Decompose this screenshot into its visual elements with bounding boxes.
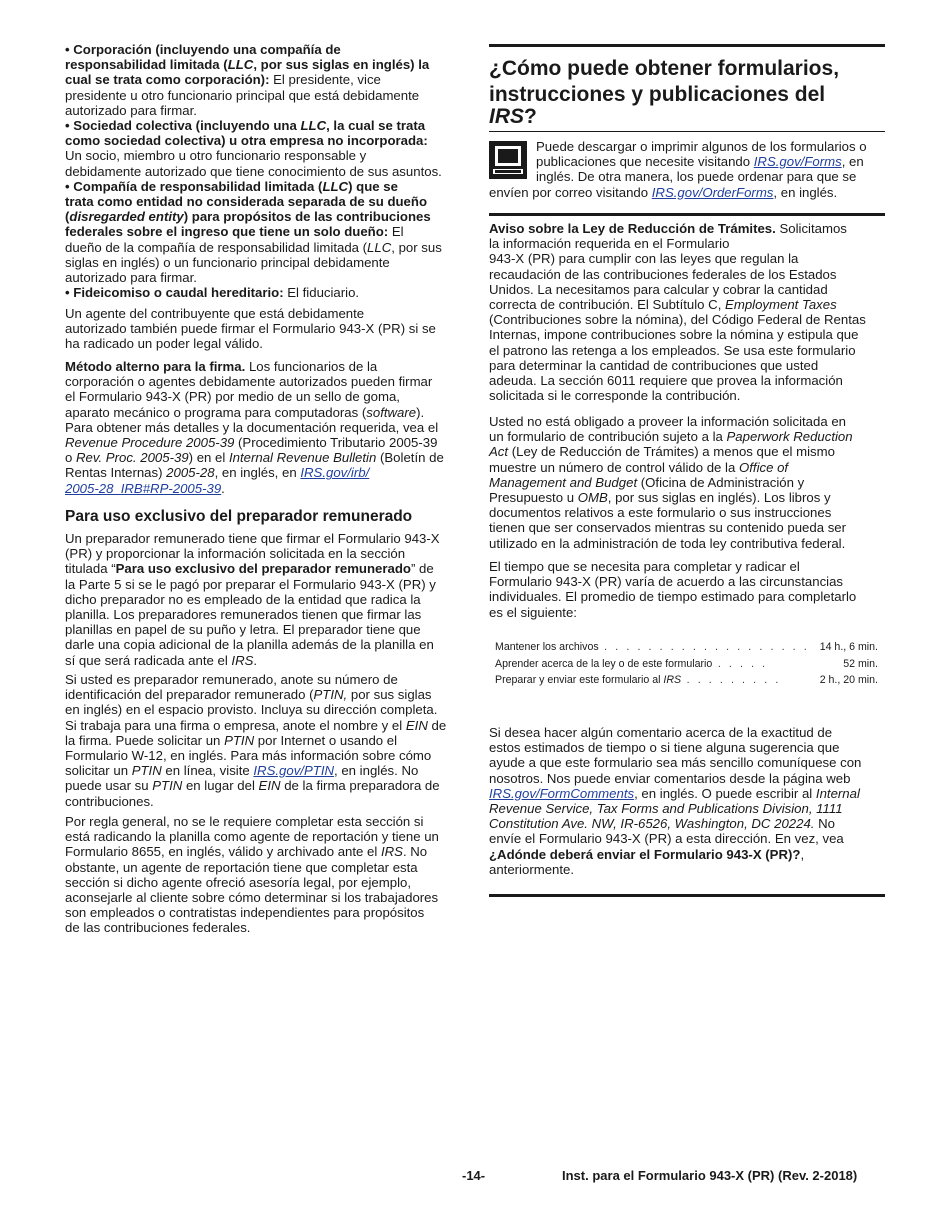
- text-run: como sociedad colectiva) u otra empresa no incorporada:: [65, 133, 428, 149]
- aviso-top-rule: [489, 213, 885, 216]
- text-run: inglés. De otra manera, los puede ordenar para que se: [536, 169, 857, 185]
- section-title-line-3: [489, 104, 537, 130]
- text-run: planilla. Los preparadores remunerados tienen que firmar las: [65, 607, 422, 622]
- text-line: [65, 814, 423, 829]
- text-line: [489, 771, 850, 786]
- text-line: [489, 358, 818, 373]
- text-run: envíen por correo visitando: [489, 184, 652, 200]
- text-run: Usted no está obligado a proveer la información solicitada en: [489, 414, 847, 429]
- text-line: [536, 139, 867, 154]
- text-line: [65, 435, 437, 450]
- text-run: El tiempo que se necesita para completar y radicar el: [489, 559, 800, 574]
- text-line: [489, 801, 843, 816]
- text-run: puede usar su: [65, 778, 153, 794]
- hyperlink[interactable]: IRS.gov/PTIN: [253, 763, 335, 779]
- text-line: [489, 755, 861, 770]
- text-run: trata como entidad no considerada separada de su dueño: [65, 194, 428, 209]
- text-line: [65, 763, 418, 778]
- text-run: son empleados o contratistas independientes para propósitos: [65, 905, 425, 921]
- text-run: de: [427, 717, 447, 733]
- text-line: [489, 221, 847, 236]
- text-line: [489, 327, 858, 342]
- text-line: [489, 475, 804, 490]
- text-line: [489, 786, 860, 801]
- text-run: EIN: [405, 717, 428, 733]
- text-line: [65, 481, 225, 496]
- text-run: autorizado para firmar.: [65, 270, 197, 285]
- text-line: [489, 490, 831, 505]
- text-line: [489, 520, 846, 535]
- text-run: • Sociedad colectiva (incluyendo una: [65, 118, 301, 133]
- text-line: [65, 255, 390, 270]
- text-run: debidamente autorizado que tiene conocimiento de sus asuntos.: [65, 163, 442, 179]
- section-top-rule: [489, 44, 885, 47]
- text-run: ) para propósitos de las contribuciones: [183, 209, 431, 225]
- text-line: [65, 531, 440, 546]
- text-line: [65, 72, 381, 87]
- time-table-label-text: Aprender acerca de la ley o de este formulario: [495, 657, 713, 670]
- text-run: publicaciones que necesite visitando: [536, 154, 754, 170]
- text-line: [65, 450, 444, 465]
- text-line: [65, 240, 442, 255]
- text-run: estos estimados de tiempo o si tiene alguna sugerencia que: [489, 740, 840, 756]
- text-run: correcta de contribución. El Subtítulo C,: [489, 297, 726, 312]
- text-line: [65, 733, 397, 748]
- text-line: [489, 429, 853, 444]
- text-line: [65, 389, 400, 404]
- text-run: Revenue Service, Tax Forms and Publications Division, 1111: [489, 801, 843, 816]
- text-line: [65, 321, 436, 336]
- text-run: (: [65, 209, 70, 225]
- text-run: Revenue Procedure 2005-39: [65, 435, 235, 450]
- text-run: planillas en papel de su puño y letra. El preparador tiene que: [65, 622, 421, 638]
- text-line: [65, 164, 442, 179]
- leader-dots: . . . . . . . . . . . . . . . . . . .: [598, 641, 810, 653]
- text-run: en línea, visite: [161, 763, 254, 779]
- text-line: [65, 133, 428, 148]
- text-run: aconsejarle al cliente sobre cómo determinar si los trabajadores: [65, 890, 439, 905]
- text-run: el Formulario 943-X (PR) por medio de un sello de goma,: [65, 389, 400, 405]
- text-line: [536, 154, 864, 169]
- text-line: [65, 359, 377, 374]
- text-run: ¿Adónde deberá enviar el Formulario 943-X (PR)?: [489, 846, 801, 862]
- text-line: [489, 373, 843, 388]
- text-line: [489, 847, 804, 862]
- text-run: de las contribuciones federales.: [65, 920, 251, 936]
- text-line: [65, 905, 424, 920]
- text-run: Office of: [738, 459, 789, 475]
- time-estimate-table: [495, 641, 878, 691]
- hyperlink[interactable]: IRS.gov/irb/: [300, 465, 370, 481]
- text-run: por Internet o usando el: [254, 732, 398, 748]
- text-run: LLC: [322, 178, 349, 194]
- text-line: [65, 285, 359, 300]
- time-table-value: 14 h., 6 min.: [819, 641, 878, 653]
- text-run: ayude a que este formulario sea más sencillo comuníquese con: [489, 755, 862, 771]
- text-run: , la cual se trata: [326, 118, 426, 133]
- text-line: [65, 875, 411, 890]
- text-line: [489, 388, 740, 403]
- text-line: [489, 725, 832, 740]
- text-line: [65, 748, 431, 763]
- title-underline: [489, 131, 885, 132]
- text-line: [65, 336, 263, 351]
- text-line: [65, 561, 434, 576]
- page-number: -14-: [462, 1168, 486, 1183]
- text-run: en lugar del: [182, 778, 259, 794]
- text-run: ) en el: [188, 450, 229, 466]
- text-line: [489, 267, 837, 282]
- text-line: [65, 88, 419, 103]
- text-run: .: [221, 480, 225, 496]
- text-line: [65, 148, 366, 163]
- text-run: para determinar la cantidad de contribuciones que usted: [489, 357, 819, 373]
- text-line: [489, 297, 837, 312]
- text-line: [489, 740, 839, 755]
- text-line: [65, 687, 432, 702]
- text-run: EIN: [258, 778, 281, 794]
- text-line: [65, 829, 439, 844]
- text-run: Internal Revenue Bulletin: [228, 450, 377, 466]
- text-run: LLC: [367, 239, 392, 255]
- text-run: No: [814, 816, 835, 832]
- text-run: recaudación de las contribuciones federales de los Estados: [489, 266, 837, 282]
- text-run: dicho preparador no es empleado de la entidad que radica la: [65, 591, 421, 607]
- text-run: Paperwork Reduction: [726, 429, 853, 445]
- text-line: [65, 794, 154, 809]
- text-run: de la firma preparadora de: [280, 778, 440, 794]
- text-run: presidente u otro funcionario principal que está debidamente: [65, 87, 420, 103]
- time-table-value: 2 h., 20 min.: [819, 674, 878, 686]
- text-line: [65, 890, 438, 905]
- text-line: [65, 405, 424, 420]
- text-run: Formulario W-12, en inglés. Para más información sobre cómo: [65, 748, 432, 763]
- text-line: [489, 312, 866, 327]
- text-line: [65, 374, 432, 389]
- text-line: [65, 637, 434, 652]
- text-line: [489, 282, 828, 297]
- text-run: Por regla general, no se le requiere completar esta sección si: [65, 814, 424, 829]
- text-run: ) que se: [348, 178, 398, 194]
- text-line: [65, 592, 421, 607]
- text-line: [65, 118, 425, 133]
- text-line: [489, 444, 835, 459]
- text-run: Internal: [815, 785, 860, 801]
- text-run: ,: [800, 846, 805, 862]
- text-run: envíe el Formulario 943-X (PR) a esta dirección. En vez, vea: [489, 831, 844, 847]
- text-run: autorizado para firmar.: [65, 102, 197, 118]
- text-run: , en inglés. O puede escribir al: [634, 785, 816, 801]
- hyperlink[interactable]: IRS.gov/OrderForms: [651, 184, 774, 200]
- text-run: por sus siglas: [347, 687, 432, 703]
- text-run: software: [366, 404, 417, 420]
- text-line: [65, 209, 431, 224]
- text-run: Internas, impone contribuciones sobre la nómina y estipula que: [489, 327, 859, 343]
- hyperlink[interactable]: IRS.gov/FormComments: [489, 785, 635, 801]
- text-run: siglas en inglés) o un funcionario principal debidamente: [65, 254, 390, 270]
- text-run: cual se trata como corporación):: [65, 72, 270, 88]
- text-run: disregarded entity: [69, 209, 184, 225]
- text-line: [489, 559, 800, 574]
- text-run: Si desea hacer algún comentario acerca de la exactitud de: [489, 725, 833, 740]
- text-run: autorizado también puede firmar el Formulario 943-X (PR) si se: [65, 321, 436, 337]
- time-table-label-text: Mantener los archivos: [495, 641, 599, 653]
- computer-icon: [489, 141, 527, 179]
- hyperlink[interactable]: IRS.gov/Forms: [753, 154, 842, 170]
- text-run: Un preparador remunerado tiene que firmar el Formulario 943-X: [65, 531, 440, 546]
- text-line: [489, 589, 856, 604]
- text-run: PTIN,: [313, 687, 348, 703]
- text-run: (Oficina de Administración y: [637, 474, 805, 490]
- preparer-heading: Para uso exclusivo del preparador remunerado: [65, 508, 413, 525]
- text-run: , por sus siglas en inglés). Los libros y: [607, 490, 831, 505]
- text-line: [489, 862, 574, 877]
- text-line: [65, 420, 438, 435]
- text-line: [65, 622, 421, 637]
- text-run: Para uso exclusivo del preparador remunerado: [115, 561, 411, 577]
- time-table-label-text: Preparar y enviar este formulario al: [495, 674, 664, 686]
- text-run: Presupuesto u: [489, 490, 578, 505]
- time-table-label: [495, 641, 809, 653]
- text-run: OMB: [577, 490, 608, 505]
- text-run: contribuciones.: [65, 793, 154, 809]
- title-question-mark: ?: [524, 105, 537, 128]
- text-run: • Compañía de responsabilidad limitada (: [65, 178, 323, 194]
- text-run: utilizado en la administración de toda ley contributiva federal.: [489, 535, 846, 551]
- text-run: (PR) y proporcionar la información solicitada en la sección: [65, 546, 406, 562]
- text-run: Constitution Ave. NW, IR-6526, Washington, DC 20224.: [489, 816, 815, 832]
- text-line: [489, 605, 577, 620]
- text-run: sección si dicho agente ofreció asesoría legal, por ejemplo,: [65, 874, 412, 890]
- text-line: [489, 236, 729, 251]
- time-table-value: 52 min.: [843, 657, 878, 670]
- text-line: [489, 251, 798, 266]
- text-run: , en: [841, 154, 864, 170]
- text-run: adeuda. La sección 6011 requiere que provea la información: [489, 373, 843, 388]
- time-table-row: [495, 641, 878, 658]
- text-line: [65, 179, 398, 194]
- text-line: [489, 460, 788, 475]
- text-run: 2005-28: [166, 465, 215, 481]
- text-line: [489, 343, 856, 358]
- text-run: Puede descargar o imprimir algunos de los formularios o: [536, 139, 867, 154]
- text-run: dueño de la compañía de responsabilidad limitada (: [65, 239, 368, 255]
- text-run: IRS: [380, 844, 403, 860]
- text-line: [489, 505, 831, 520]
- time-table-label-italic: IRS: [663, 674, 682, 686]
- text-run: , en inglés, en: [214, 465, 301, 481]
- text-run: es el siguiente:: [489, 604, 577, 620]
- text-line: [65, 577, 436, 592]
- text-line: [65, 57, 429, 72]
- text-line: [65, 42, 341, 57]
- text-run: Formulario 943-X (PR) varía de acuerdo a las circunstancias: [489, 574, 844, 590]
- text-run: Employment Taxes: [725, 297, 837, 312]
- text-run: . No: [402, 844, 428, 860]
- text-run: está radicando la planilla como agente de reportación y tiene un: [65, 829, 439, 845]
- text-line: [65, 465, 369, 480]
- text-run: ” de: [410, 561, 434, 577]
- text-run: Método alterno para la firma.: [65, 359, 246, 374]
- text-run: aparato mecánico o programa para computadoras (: [65, 404, 367, 420]
- text-line: [65, 306, 364, 321]
- text-line: [489, 574, 843, 589]
- text-line: [65, 778, 440, 793]
- text-run: la firma. Puede solicitar un: [65, 732, 225, 748]
- text-run: Un agente del contribuyente que está debidamente: [65, 306, 365, 321]
- text-run: Formulario 8655, en inglés, válido y archivado ante el: [65, 844, 381, 860]
- time-table-row: [495, 674, 878, 691]
- text-line: [65, 702, 437, 717]
- text-run: documentos relativos a este formulario o sus instrucciones: [489, 505, 832, 521]
- text-run: Para obtener más detalles y la documentación requerida, vea el: [65, 419, 439, 435]
- section-title-line-2: instrucciones y publicaciones del: [489, 83, 826, 106]
- text-line: [489, 185, 837, 200]
- text-line: [65, 546, 405, 561]
- text-run: sí que será radicada ante el: [65, 652, 232, 668]
- text-line: [65, 860, 418, 875]
- text-run: o: [65, 450, 76, 466]
- text-line: [65, 224, 404, 239]
- text-run: , en inglés.: [773, 184, 838, 200]
- text-run: Si trabaja para una firma o empresa, anote el nombre y el: [65, 717, 406, 733]
- text-run: un formulario de contribución sujeto a la: [489, 429, 727, 445]
- title-irs: IRS: [489, 105, 525, 128]
- time-table-row: [495, 658, 878, 675]
- text-line: [536, 169, 856, 184]
- text-run: tienen que ser conservados mientras su contenido pueda ser: [489, 520, 847, 536]
- text-run: , en inglés. No: [334, 763, 419, 779]
- text-run: • Fideicomiso o caudal hereditario:: [65, 285, 284, 301]
- text-line: [65, 607, 421, 622]
- text-line: [65, 194, 427, 209]
- text-run: Los funcionarios de la: [245, 359, 378, 374]
- text-line: [65, 672, 398, 687]
- time-table-label: [495, 658, 768, 670]
- text-line: [65, 653, 257, 668]
- text-run: (Procedimiento Tributario 2005-39: [234, 435, 438, 450]
- hyperlink[interactable]: 2005-28_IRB#RP-2005-39: [65, 480, 222, 496]
- text-run: 943-X (PR) para cumplir con las leyes que regulan la: [489, 251, 799, 267]
- text-run: Rev. Proc. 2005-39: [76, 450, 189, 466]
- text-run: responsabilidad limitada (: [65, 57, 228, 73]
- text-run: El fiduciario.: [283, 285, 360, 301]
- text-run: en inglés) en el espacio provisto. Incluya su dirección completa.: [65, 702, 438, 718]
- text-run: darle una copia adicional de la planilla además de la planilla en: [65, 637, 434, 653]
- text-run: identificación del preparador remunerado (: [65, 687, 314, 703]
- text-run: obstante, un agente de reportación tiene que completar esta: [65, 859, 418, 875]
- text-run: El: [388, 224, 404, 240]
- text-run: la información requerida en el Formulario: [489, 236, 730, 252]
- text-run: solicitada si le corresponde la contribución.: [489, 388, 741, 404]
- text-line: [65, 718, 446, 733]
- text-run: PTIN: [152, 778, 183, 794]
- section-title-line-1: ¿Cómo puede obtener formularios,: [489, 57, 840, 80]
- text-run: El presidente, vice: [269, 72, 381, 88]
- text-line: [65, 844, 427, 859]
- section-bottom-rule: [489, 894, 885, 897]
- text-run: muestre un número de control válido de la: [489, 459, 739, 475]
- text-run: Aviso sobre la Ley de Reducción de Trámites.: [489, 221, 776, 236]
- text-run: (Boletín de: [376, 450, 444, 466]
- text-run: (Ley de Reducción de Trámites) a menos que el mismo: [508, 444, 835, 460]
- text-run: titulada “: [65, 561, 116, 577]
- text-run: ha radicado un poder legal válido.: [65, 336, 263, 352]
- text-run: el patrono las retenga a los empleados. Se usa este formulario: [489, 342, 856, 358]
- time-table-label: [495, 674, 781, 686]
- text-line: [489, 831, 844, 846]
- text-run: .: [253, 652, 258, 668]
- text-run: federales sobre el ingreso que tiene un solo dueño:: [65, 224, 389, 240]
- text-run: nosotros. Nos puede enviar comentarios desde la página web: [489, 770, 851, 786]
- text-run: Rentas Internas): [65, 465, 167, 481]
- text-run: LLC: [300, 118, 327, 133]
- text-line: [65, 103, 197, 118]
- text-line: [489, 816, 835, 831]
- text-run: anteriormente.: [489, 861, 575, 877]
- text-run: Un socio, miembro u otro funcionario responsable y: [65, 148, 367, 164]
- text-line: [489, 414, 846, 429]
- text-line: [65, 920, 250, 935]
- text-run: corporación o agentes debidamente autorizados pueden firmar: [65, 374, 433, 390]
- text-run: individuales. El promedio de tiempo estimado para completarlo: [489, 589, 857, 605]
- text-run: Act: [489, 444, 509, 460]
- text-run: , por sus: [391, 239, 442, 255]
- text-line: [65, 270, 197, 285]
- text-run: ).: [416, 404, 425, 420]
- text-run: Solicitamos: [775, 221, 847, 236]
- leader-dots: . . . . . . . . .: [681, 674, 781, 686]
- text-run: PTIN: [131, 763, 162, 779]
- text-run: Management and Budget: [489, 474, 638, 490]
- footer-doc-title: Inst. para el Formulario 943-X (PR) (Rev. 2-2018): [562, 1168, 858, 1183]
- text-run: IRS: [231, 652, 254, 668]
- leader-dots: . . . . .: [712, 657, 768, 670]
- text-run: Si usted es preparador remunerado, anote su número de: [65, 672, 398, 687]
- text-run: (Contribuciones sobre la nómina), del Código Federal de Rentas: [489, 312, 866, 328]
- text-run: PTIN: [224, 732, 255, 748]
- text-run: • Corporación (incluyendo una compañía de: [65, 42, 341, 57]
- text-run: solicitar un: [65, 763, 132, 779]
- text-run: la Parte 5 si se le pagó por preparar el Formulario 943-X (PR) y: [65, 576, 436, 592]
- text-run: , por sus siglas en inglés) la: [253, 57, 430, 73]
- text-line: [489, 536, 845, 551]
- text-run: Unidos. La necesitamos para calcular y cobrar la cantidad: [489, 281, 828, 297]
- text-run: LLC: [227, 57, 254, 73]
